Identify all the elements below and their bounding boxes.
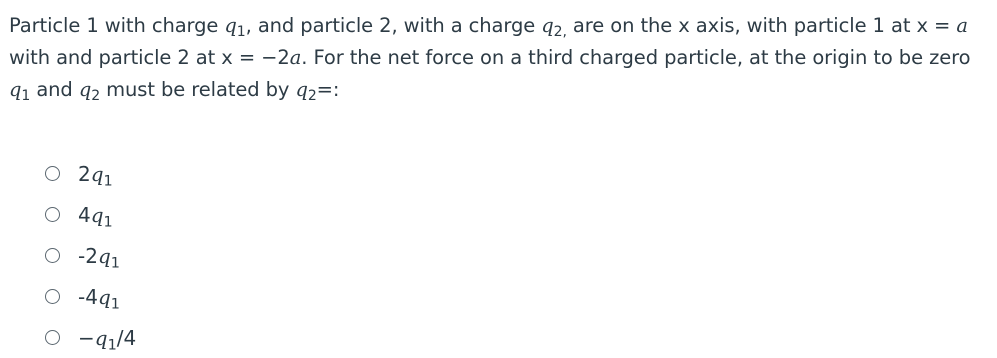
answer-options: [45, 153, 136, 358]
question-text-part: and: [30, 78, 79, 101]
answer-option[interactable]: [45, 194, 136, 235]
answer-option[interactable]: [45, 317, 136, 358]
answer-option[interactable]: [45, 276, 136, 317]
math-variable: q: [224, 14, 237, 37]
math-subscript: 1: [21, 88, 31, 105]
question-text-part: with and particle 2 at x = −2: [9, 46, 290, 69]
question-text-part: , and particle 2, with a charge: [245, 14, 542, 37]
answer-option[interactable]: [45, 153, 136, 194]
math-subscript: 2: [307, 88, 317, 105]
answer-label: $-4q_1$: [78, 284, 120, 312]
math-variable: q: [541, 14, 554, 37]
math-subscript: 2: [91, 88, 101, 105]
math-variable: q: [295, 78, 308, 101]
answer-label: $4q_1$: [78, 202, 113, 230]
answer-label: $-q_1/4$: [78, 325, 137, 353]
answer-option[interactable]: [45, 235, 136, 276]
math-variable: q: [78, 78, 92, 101]
answer-label: $-2q_1$: [78, 243, 120, 271]
math-variable: q: [9, 78, 22, 101]
question-text: [9, 10, 989, 106]
radio-button[interactable]: [45, 207, 60, 222]
question-text-part: . For the net force on a third charged particle, at the origin to be zero: [301, 46, 971, 69]
math-variable: a: [289, 46, 302, 69]
radio-button[interactable]: [45, 248, 60, 263]
math-subscript: 2,: [553, 24, 567, 41]
math-variable: a: [956, 14, 968, 37]
question-text-part: =:: [316, 78, 340, 101]
radio-button[interactable]: [45, 289, 60, 304]
question-text-part: are on the x axis, with particle 1 at x =: [566, 14, 957, 37]
math-subscript: 1: [236, 24, 246, 41]
question-text-part: must be related by: [100, 78, 296, 101]
radio-button[interactable]: [45, 330, 60, 345]
question-text-part: Particle 1 with charge: [9, 14, 225, 37]
answer-label: $2q_1$: [78, 161, 113, 189]
radio-button[interactable]: [45, 166, 60, 181]
